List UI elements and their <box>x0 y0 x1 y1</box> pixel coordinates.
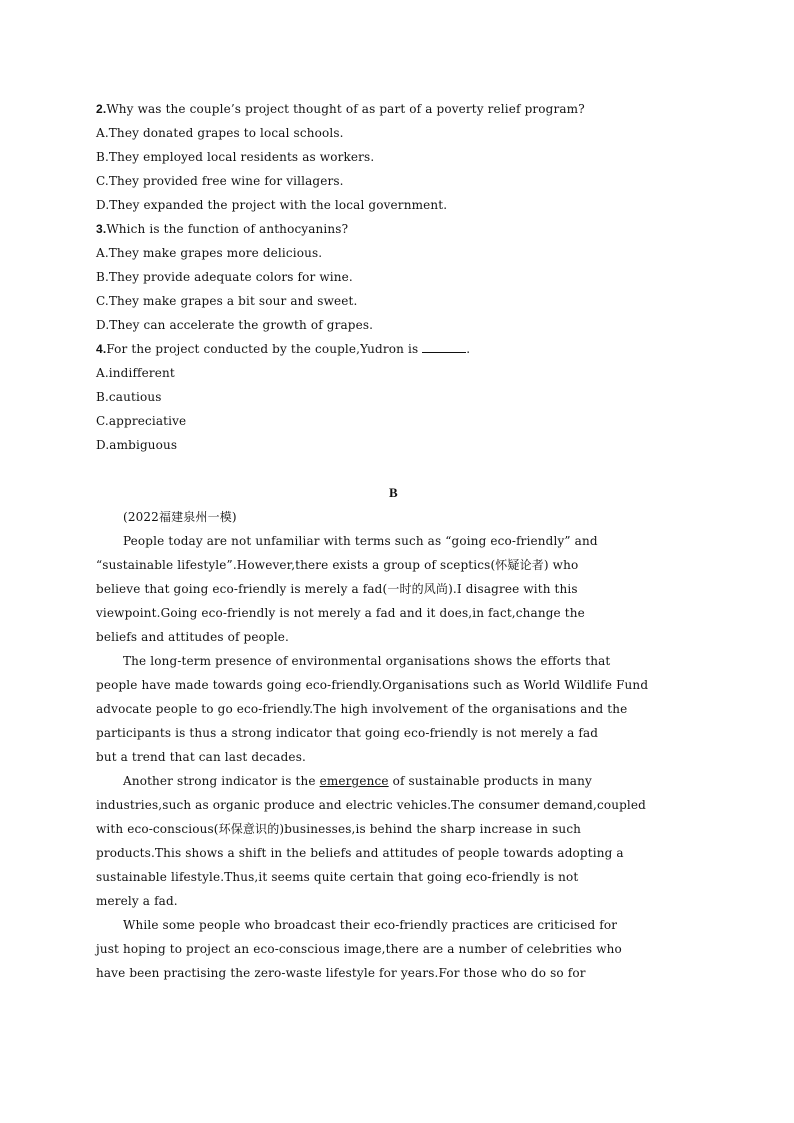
question-3-option-a: A.They make grapes more delicious. <box>96 246 323 260</box>
question-text-end: . <box>466 342 471 356</box>
passage-source: (2022福建泉州一模) <box>123 510 237 524</box>
paragraph-2-line: advocate people to go eco-friendly.The high involvement of the organisations and the <box>96 702 628 716</box>
question-2-stem <box>96 101 585 117</box>
paragraph-1-line: “sustainable lifestyle”.However,there exists a group of sceptics(怀疑论者) who <box>96 558 579 572</box>
paragraph-1-line: believe that going eco-friendly is merely a fad(一时的风尚).I disagree with this <box>96 582 578 596</box>
paragraph-text: Another strong indicator is the <box>123 774 320 788</box>
question-4-option-d: D.ambiguous <box>96 438 178 452</box>
paragraph-1-line: People today are not unfamiliar with terms such as “going eco-friendly” and <box>123 534 598 548</box>
question-2-option-d: D.They expanded the project with the local government. <box>96 198 448 212</box>
paragraph-1-line: viewpoint.Going eco-friendly is not merely a fad and it does,in fact,change the <box>96 606 585 620</box>
question-3-option-b: B.They provide adequate colors for wine. <box>96 270 353 284</box>
question-text: For the project conducted by the couple,Yudron is <box>106 342 423 356</box>
paragraph-2-line: participants is thus a strong indicator that going eco-friendly is not merely a fad <box>96 726 599 740</box>
question-number: 2. <box>96 102 107 116</box>
question-2-option-b: B.They employed local residents as workers. <box>96 150 375 164</box>
section-heading: B <box>389 485 398 500</box>
paragraph-2-line: The long-term presence of environmental organisations shows the efforts that <box>123 654 611 668</box>
question-3-option-c: C.They make grapes a bit sour and sweet. <box>96 294 358 308</box>
underlined-word: emergence <box>319 774 389 788</box>
question-number: 3. <box>96 222 107 236</box>
paragraph-3-line <box>123 773 592 789</box>
paragraph-2-line: people have made towards going eco-friendly.Organisations such as World Wildlife Fund <box>96 678 649 692</box>
paragraph-3-line: products.This shows a shift in the beliefs and attitudes of people towards adopting a <box>96 846 624 860</box>
paragraph-2-line: but a trend that can last decades. <box>96 750 306 764</box>
paragraph-text: of sustainable products in many <box>388 774 592 788</box>
question-2-option-a: A.They donated grapes to local schools. <box>96 126 344 140</box>
paragraph-3-line: industries,such as organic produce and electric vehicles.The consumer demand,coupled <box>96 798 646 812</box>
paragraph-3-line: with eco-conscious(环保意识的)businesses,is behind the sharp increase in such <box>96 822 582 836</box>
question-4-option-a: A.indifferent <box>96 366 175 380</box>
question-4-option-c: C.appreciative <box>96 414 187 428</box>
question-text: Why was the couple’s project thought of as part of a poverty relief program? <box>106 102 585 116</box>
question-text: Which is the function of anthocyanins? <box>106 222 349 236</box>
paragraph-4-line: have been practising the zero-waste lifestyle for years.For those who do so for <box>96 966 586 980</box>
question-4-option-b: B.cautious <box>96 390 162 404</box>
question-3-stem <box>96 221 348 237</box>
question-3-option-d: D.They can accelerate the growth of grapes. <box>96 318 374 332</box>
paragraph-3-line: merely a fad. <box>96 894 178 908</box>
question-4-stem <box>96 341 470 357</box>
question-number: 4. <box>96 342 107 356</box>
paragraph-4-line: While some people who broadcast their eco-friendly practices are criticised for <box>123 918 618 932</box>
paragraph-4-line: just hoping to project an eco-conscious image,there are a number of celebrities who <box>96 942 622 956</box>
answer-blank <box>422 341 466 353</box>
question-2-option-c: C.They provided free wine for villagers. <box>96 174 344 188</box>
paragraph-1-line: beliefs and attitudes of people. <box>96 630 290 644</box>
paragraph-3-line: sustainable lifestyle.Thus,it seems quite certain that going eco-friendly is not <box>96 870 579 884</box>
